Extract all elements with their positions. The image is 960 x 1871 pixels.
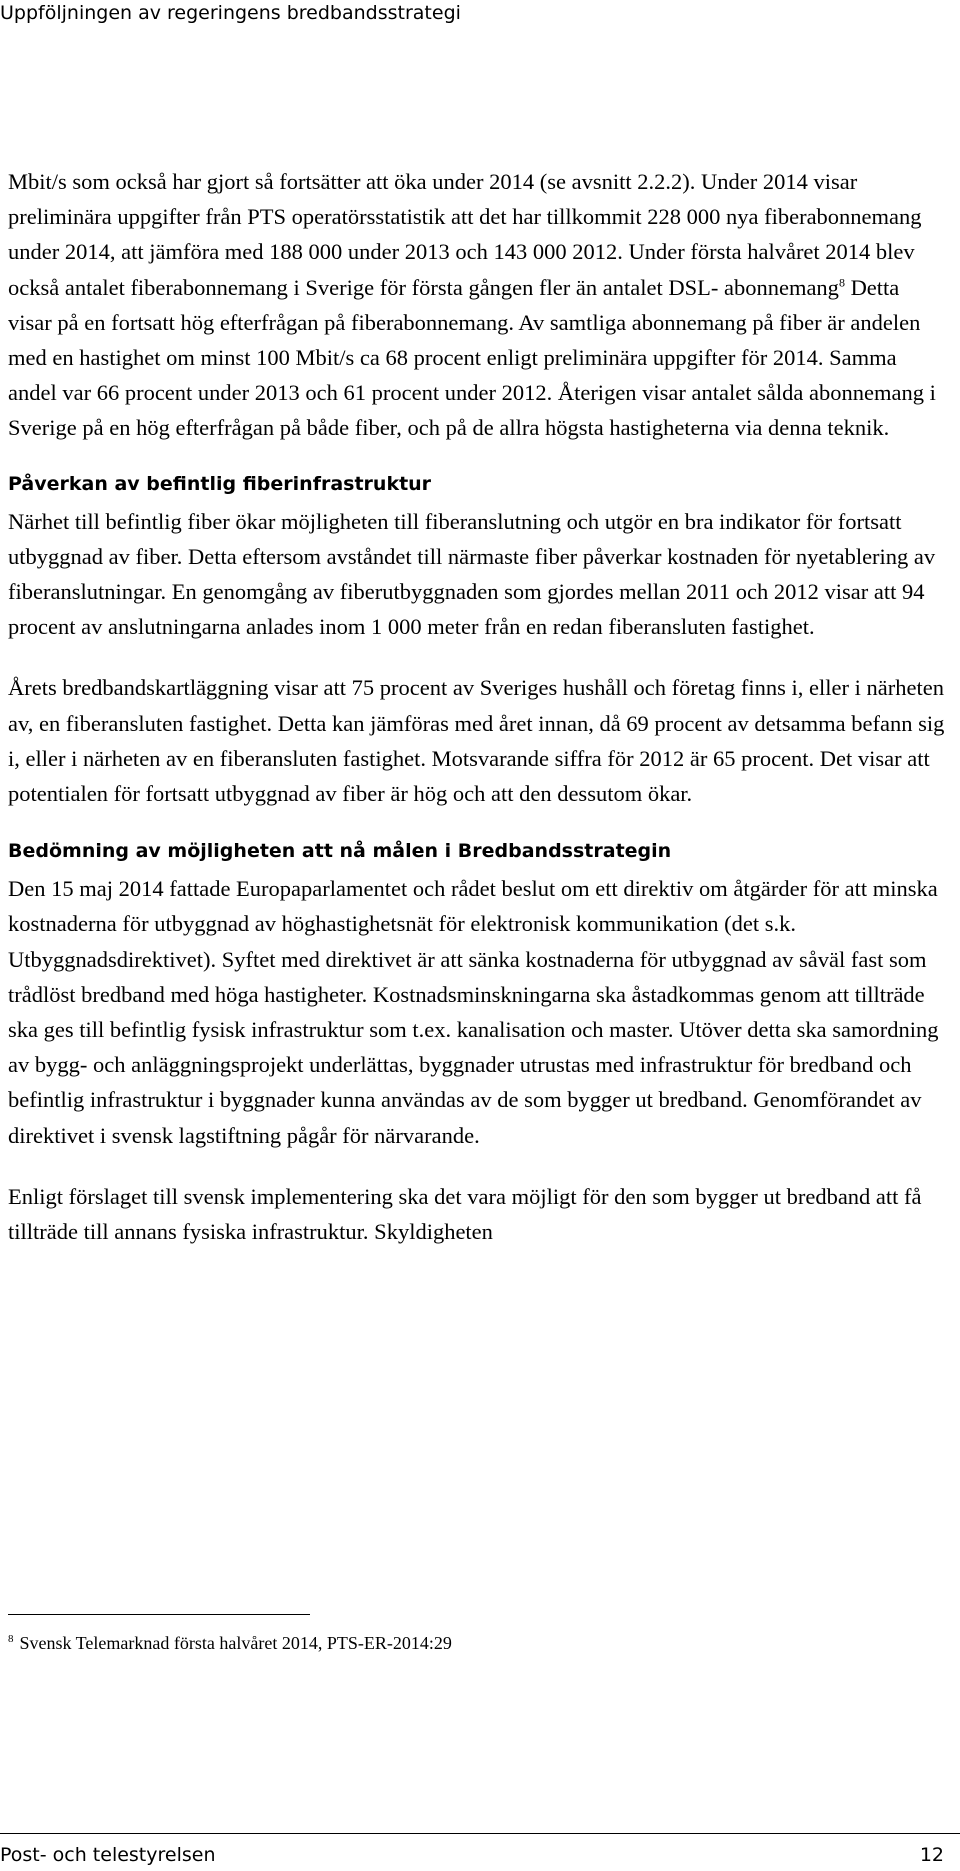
footer-publisher: Post- och telestyrelsen [0, 1844, 216, 1866]
footnote-separator [8, 1614, 310, 1615]
footnote-text: Svensk Telemarknad första halvåret 2014, PTS-ER-2014:29 [19, 1633, 452, 1653]
footnote-number: 8 [8, 1633, 14, 1645]
footer-separator [0, 1833, 960, 1834]
page-number: 12 [919, 1844, 944, 1866]
page-body [8, 164, 948, 1249]
paragraph-implementation: Enligt förslaget till svensk implementering ska det vara möjligt för den som bygger ut bredband att få tillträde till annans fysiska infrastruktur. Skyldigheten [8, 1183, 922, 1245]
paragraph-proximity-fiber: Närhet till befintlig fiber ökar möjligheten till fiberanslutning och utgör en bra indikator för fortsatt utbyggnad av fiber. Detta eftersom avståndet till närmaste fiber påverkar kostnaden för nyetablering av fiberanslutningar. En genomgång av fiberutbyggnaden som gjordes mellan 2011 och 2012 visar att 94 procent av anslutningarna anlades inom 1 000 meter från en redan fiberansluten fastighet. [8, 508, 936, 640]
running-header: Uppföljningen av regeringens bredbandsstrategi [0, 2, 461, 24]
section-heading-existing-fiber: Påverkan av befintlig fiberinfrastruktur [8, 472, 432, 495]
footnote-reference[interactable]: 8 [838, 275, 845, 290]
section-heading-assessment: Bedömning av möjligheten att nå målen i Bredbandsstrategin [8, 840, 672, 863]
paragraph-text: Mbit/s som också har gjort så fortsätter att öka under 2014 (se avsnitt 2.2.2). Under 2014 visar preliminära uppgifter från PTS operatörsstatistik att det har tillkommit 228 000 nya fiberabonnemang under 2014, att jämföra med 188 000 under 2013 och 143 000 2012. Under första halvåret 2014 blev också antalet fiberabonnemang i Sverige för första gången fler än antalet DSL- abonnemang [8, 169, 922, 300]
paragraph-eu-directive: Den 15 maj 2014 fattade Europaparlamentet och rådet beslut om ett direktiv om åtgärder för att minska kostnaderna för utbyggnad av höghastighetsnät för elektronisk kommunikation (det s.k. Utbyggnadsdirektivet). Syftet med direktivet är att sänka kostnaderna för utbyggnad av såväl fast som trådlöst bredband med höga hastigheter. Kostnadsminskningarna ska åstadkommas genom att tillträde ska ges till befintlig fysisk infrastruktur som t.ex. kanalisation och master. Utöver detta ska samordning av bygg- och anläggningsprojekt underlättas, byggnader utrustas med infrastruktur för bredband och befintlig infrastruktur i byggnader kunna användas av de som bygger ut bredband. Genomförandet av direktivet i svensk lagstiftning pågår för närvarande. [8, 876, 939, 1148]
footnote [8, 1631, 452, 1655]
paragraph-mapping-results: Årets bredbandskartläggning visar att 75 procent av Sveriges hushåll och företag finns i, eller i närheten av, en fiberansluten fastighet. Detta kan jämföras med året innan, då 69 procent av detsamma befann sig i, eller i närheten av en fiberansluten fastighet. Motsvarande siffra för 2012 är 65 procent. Det visar att potentialen för fortsatt utbyggnad av fiber är hög och att den dessutom ökar. [8, 675, 945, 807]
paragraph-text: Detta visar på en fortsatt hög efterfrågan på fiberabonnemang. Av samtliga abonnemang på fiber är andelen med en hastighet om minst 100 Mbit/s ca 68 procent enligt preliminära uppgifter för 2014. Samma andel var 66 procent under 2013 och 61 procent under 2012. Återigen visar antalet sålda abonnemang i Sverige på en hög efterfrågan på både fiber, och på de allra högsta hastigheterna via denna teknik. [8, 274, 936, 441]
paragraph-fiber-subscriptions [8, 164, 948, 446]
